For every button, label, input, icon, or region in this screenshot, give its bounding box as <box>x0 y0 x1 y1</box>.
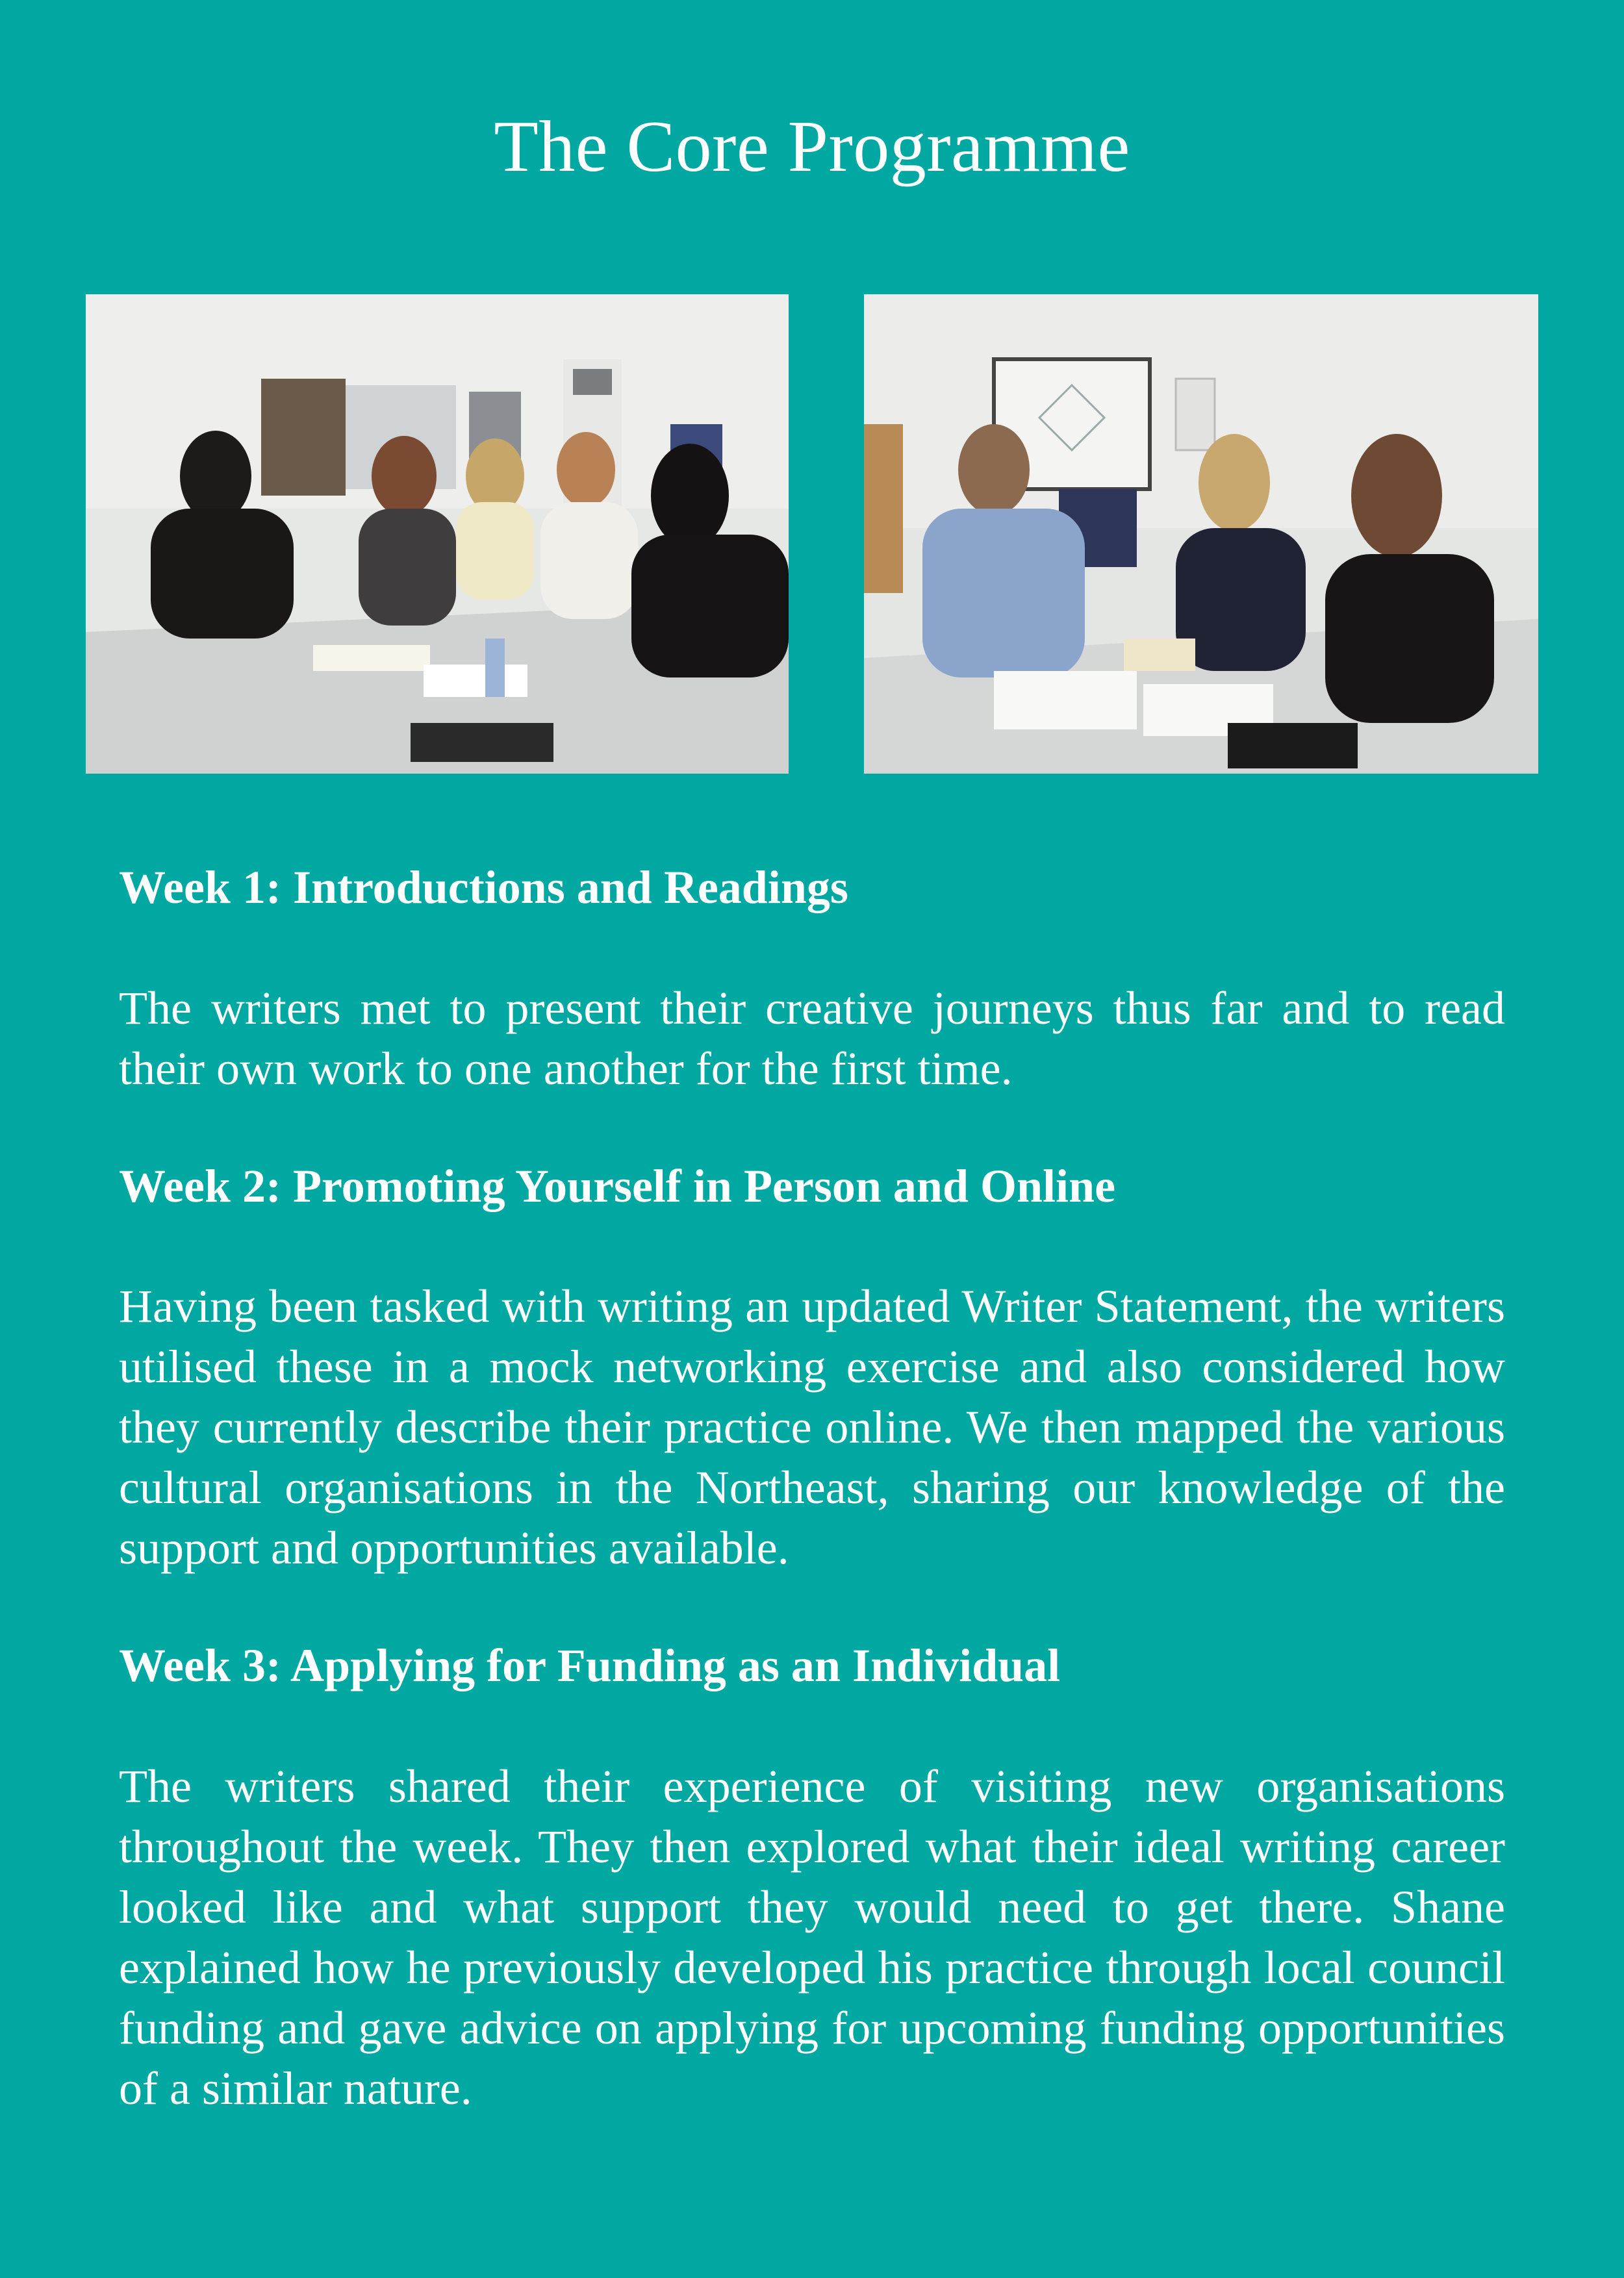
week-2-heading: Week 2: Promoting Yourself in Person and Online <box>119 1159 1116 1212</box>
workshop-photo-icon <box>864 294 1538 774</box>
week-3-body: The writers shared their experience of visiting new organisations throughout the week. They then explored what their ideal writing career looked like and what support they would need to get there. Shane explained how he previously developed his practice through local council funding and gave advice on applying for upcoming funding opportunities of a similar nature. <box>119 1760 1505 2114</box>
workshop-photo-1 <box>86 294 789 774</box>
week-2-body: Having been tasked with writing an updated Writer Statement, the writers utilised these in a mock networking exercise and also considered how they currently describe their practice online. We then mapped the various cultural organisations in the Northeast, sharing our knowledge of the support and opportunities available. <box>119 1280 1505 1575</box>
workshop-photo-icon <box>86 294 789 774</box>
programme-content <box>119 857 1505 2119</box>
week-1-heading: Week 1: Introductions and Readings <box>119 861 848 913</box>
page-title: The Core Programme <box>494 107 1130 187</box>
workshop-photo-2 <box>864 294 1538 774</box>
week-3-heading: Week 3: Applying for Funding as an Individual <box>119 1639 1061 1692</box>
week-1-body: The writers met to present their creative journeys thus far and to read their own work to one another for the first time. <box>119 981 1505 1095</box>
